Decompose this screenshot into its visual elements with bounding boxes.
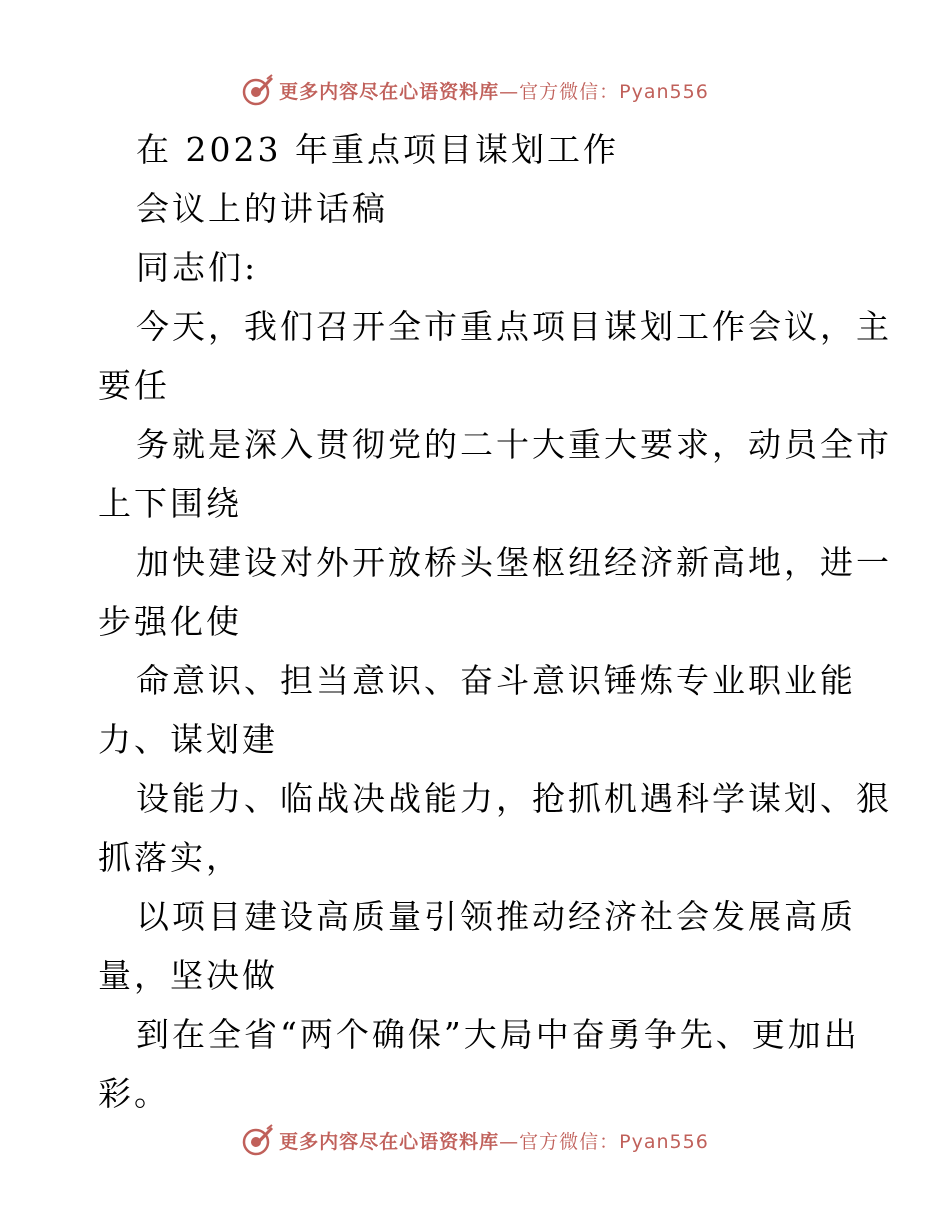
document-line: 命意识、担当意识、奋斗意识锤炼专业职业能 — [136, 661, 856, 700]
document-line: 加快建设对外开放桥头堡枢纽经济新高地，进一 — [136, 543, 892, 582]
document-line: 今天，我们召开全市重点项目谋划工作会议，主 — [136, 307, 892, 346]
document-line: 同志们: — [136, 248, 259, 287]
header-watermark-banner — [0, 70, 950, 110]
document-line: 设能力、临战决战能力，抢抓机遇科学谋划、狠 — [136, 779, 892, 818]
banner-main-text: 更多内容尽在心语资料库 — [279, 1130, 500, 1153]
banner-text — [279, 77, 709, 104]
document-line: 会议上的讲话稿 — [136, 189, 388, 228]
document-line: 在 2023 年重点项目谋划工作 — [136, 130, 619, 169]
banner-contact-text: 官方微信：Pyan556 — [519, 1130, 709, 1153]
document-line: 步强化使 — [98, 602, 242, 641]
banner-text — [279, 1127, 709, 1154]
document-line: 抓落实， — [98, 838, 242, 877]
document-line: 力、谋划建 — [98, 720, 278, 759]
document-body — [98, 120, 892, 1123]
banner-dash: — — [499, 80, 520, 103]
document-line: 彩。 — [98, 1074, 170, 1113]
quill-logo-icon — [241, 1123, 275, 1157]
document-line: 要任 — [98, 366, 170, 405]
document-line: 量，坚决做 — [98, 956, 278, 995]
footer-watermark-banner — [0, 1120, 950, 1160]
quill-logo-icon — [241, 73, 275, 107]
document-line: 务就是深入贯彻党的二十大重大要求，动员全市 — [136, 425, 892, 464]
banner-contact-text: 官方微信：Pyan556 — [519, 80, 709, 103]
document-line: 上下围绕 — [98, 484, 242, 523]
document-line: 到在全省“两个确保”大局中奋勇争先、更加出 — [136, 1015, 860, 1054]
document-line: 以项目建设高质量引领推动经济社会发展高质 — [136, 897, 856, 936]
banner-main-text: 更多内容尽在心语资料库 — [279, 80, 500, 103]
banner-dash: — — [499, 1130, 520, 1153]
